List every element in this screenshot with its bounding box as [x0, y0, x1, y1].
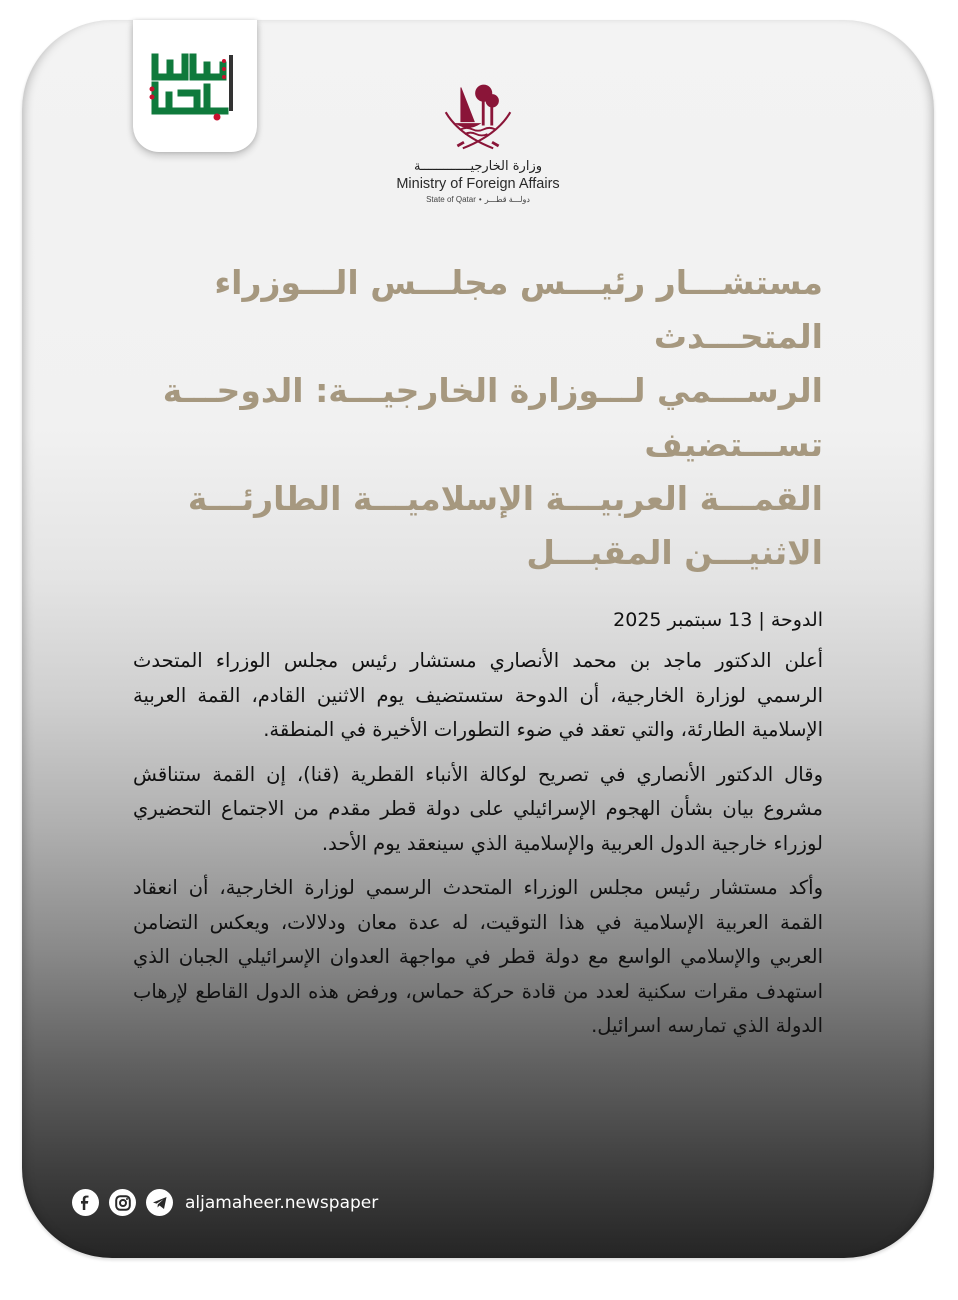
qatar-emblem-icon	[440, 78, 516, 154]
paragraph: وقال الدكتور الأنصاري في تصريح لوكالة الأنباء القطرية (قنا)، إن القمة ستناقش مشروع بيان بشأن الهجوم الإسرائيلي على دولة قطر مقدم من الاجتماع التحضيري لوزراء خارجية الدول العربية والإسلامية الذي سينعقد يوم الأحد.	[133, 762, 823, 855]
publisher-logo-tab	[133, 20, 257, 152]
ministry-name-arabic: وزارة الخارجيـــــــــــــة	[413, 159, 543, 174]
dateline: الدوحة | 13 سبتمبر 2025	[613, 609, 823, 631]
state-english: State of Qatar	[426, 195, 476, 204]
instagram-icon[interactable]	[109, 1189, 136, 1216]
paragraph: أعلن الدكتور ماجد بن محمد الأنصاري مستشار رئيس مجلس الوزراء المتحدث الرسمي لوزارة الخارجية، أن الدوحة ستستضيف يوم الاثنين القادم، القمة العربية الإسلامية الطارئة، والتي تعقد في ضوء التطورات الأخيرة في المنطقة.	[133, 649, 823, 741]
facebook-icon[interactable]	[72, 1189, 99, 1216]
headline-line: مستشـــار رئيـــس مجلـــس الـــوزراء المتحـــدث	[214, 263, 823, 356]
headline-line: الرســـمي لـــوزارة الخارجيـــة: الدوحـــة تســـتضيف	[162, 371, 823, 464]
state-label	[368, 194, 588, 206]
ministry-name-english: Ministry of Foreign Affairs	[396, 176, 560, 192]
aljamaheer-logo	[145, 51, 245, 121]
social-footer	[72, 1189, 378, 1216]
headline	[133, 256, 823, 580]
telegram-icon[interactable]	[146, 1189, 173, 1216]
state-separator: •	[478, 195, 482, 204]
news-card	[22, 20, 934, 1258]
article	[133, 256, 823, 1044]
paragraph: وأكد مستشار رئيس مجلس الوزراء المتحدث الرسمي لوزارة الخارجية، أن انعقاد القمة العربية الإسلامية في هذا التوقيت، له عدة معان ودلالات، ويعكس التضامن العربي والإسلامي الواسع مع دولة قطر في مواجهة العدوان الإسرائيلي الجبان الذي استهدف مقرات سكنية لعدد من قادة حركة حماس، ورفض هذه الدول القاطع لإرهاب الدولة الذي تمارسه اسرائيل.	[133, 876, 823, 1037]
ministry-header	[368, 20, 588, 206]
state-arabic: دولـــة قطـــر	[484, 195, 530, 204]
headline-line: القمـــة العربيـــة الإسلاميـــة الطارئـــة الاثنيـــن المقبـــل	[187, 479, 823, 572]
social-handle[interactable]: aljamaheer.newspaper	[185, 1192, 379, 1213]
article-body	[133, 644, 823, 1044]
